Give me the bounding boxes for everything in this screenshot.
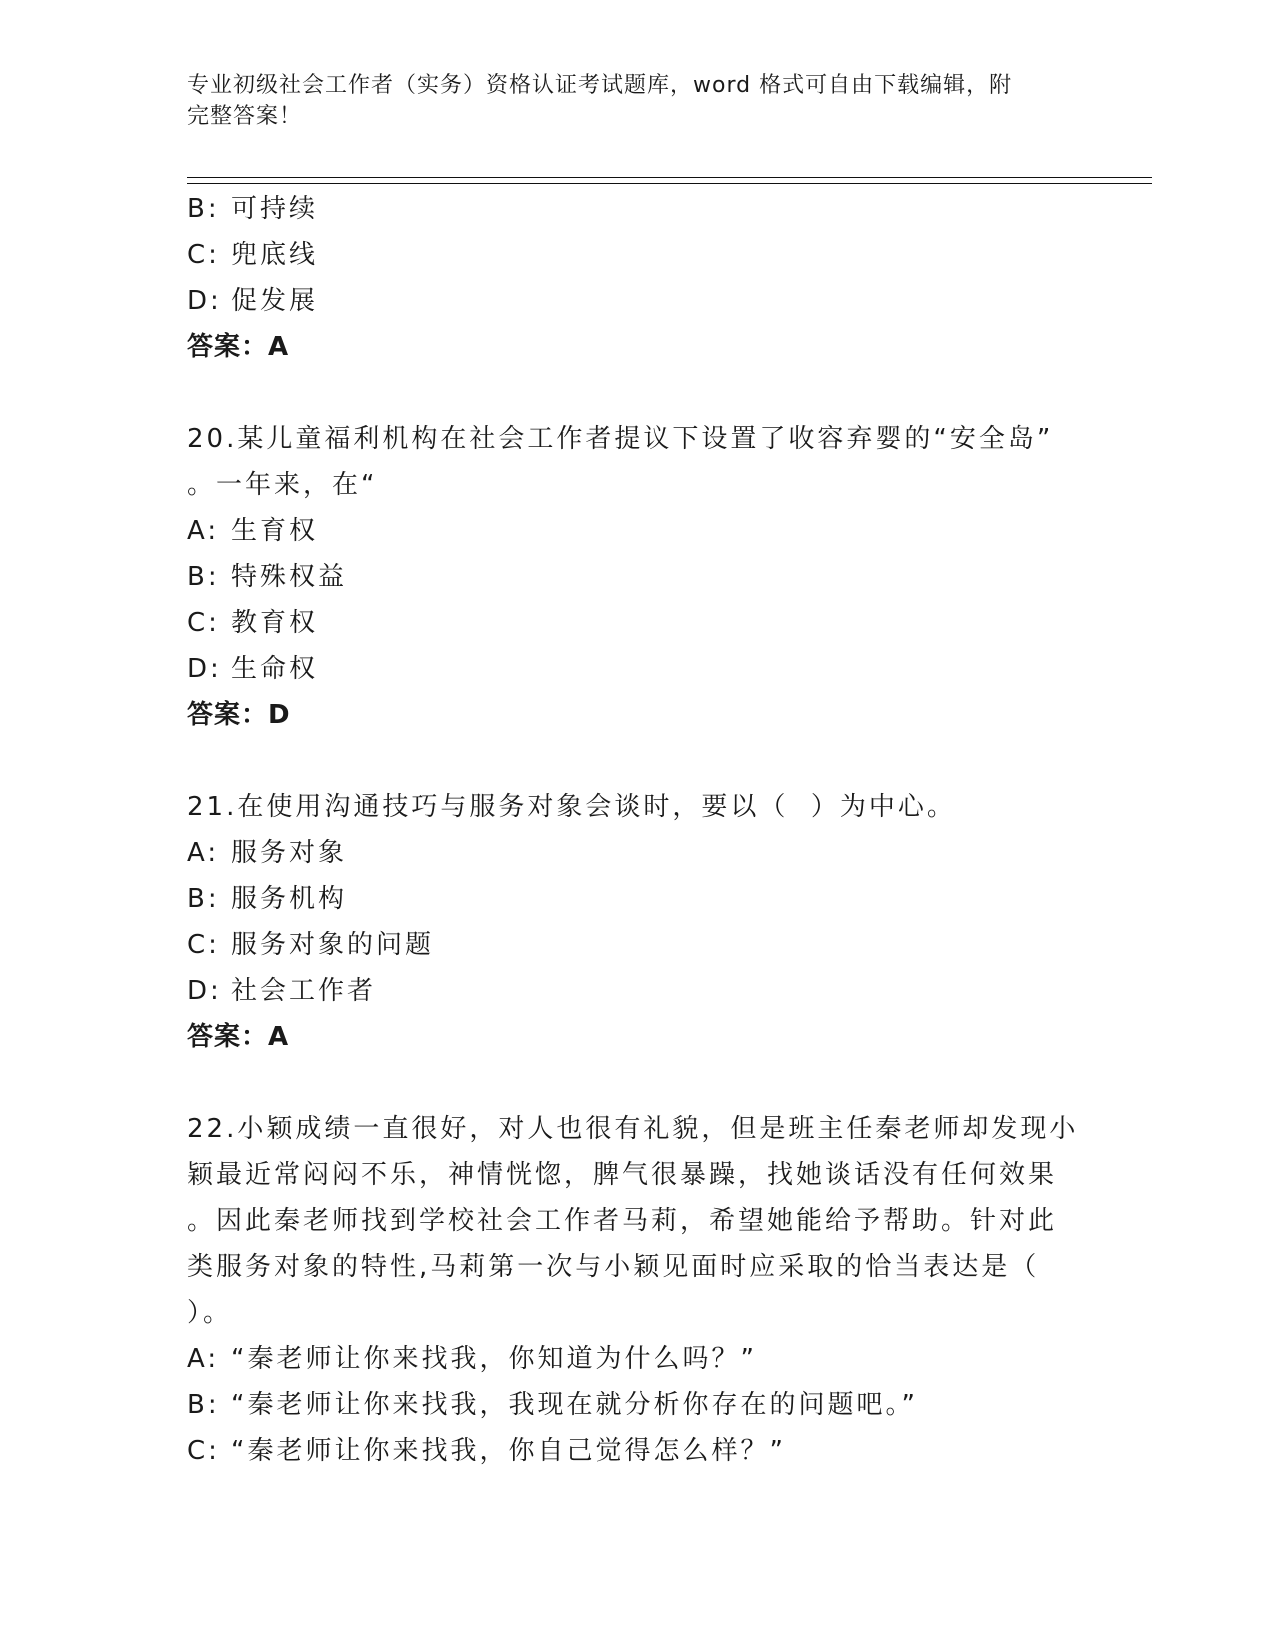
question-22 bbox=[187, 1106, 1087, 1474]
option-item: B: 可持续 bbox=[187, 194, 319, 224]
question-text-line: 类服务对象的特性,马莉第一次与小颖见面时应采取的恰当表达是（ bbox=[187, 1252, 1040, 1282]
option-item: C: 服务对象的问题 bbox=[187, 930, 435, 960]
option-item: C: “秦老师让你来找我，你自己觉得怎么样？” bbox=[187, 1436, 786, 1466]
header-divider bbox=[187, 177, 1152, 184]
header-text-line-1: 专业初级社会工作者（实务）资格认证考试题库，word 格式可自由下载编辑，附 bbox=[187, 73, 1013, 98]
option-item: A: “秦老师让你来找我，你知道为什么吗？” bbox=[187, 1344, 757, 1374]
question-text-line: 。因此秦老师找到学校社会工作者马莉，希望她能给予帮助。针对此 bbox=[187, 1206, 1058, 1236]
option-item: B: 服务机构 bbox=[187, 884, 348, 914]
question-text-line: 21.在使用沟通技巧与服务对象会谈时，要以（ ）为中心。 bbox=[187, 792, 956, 822]
question-content bbox=[187, 186, 1087, 1474]
question-text-line: 22.小颖成绩一直很好，对人也很有礼貌，但是班主任秦老师却发现小 bbox=[187, 1114, 1079, 1144]
question-21 bbox=[187, 784, 1087, 1060]
previous-question-block bbox=[187, 186, 1087, 370]
option-item: C: 兜底线 bbox=[187, 240, 319, 270]
option-item: D: 促发展 bbox=[187, 286, 319, 316]
option-item: D: 生命权 bbox=[187, 654, 319, 684]
question-20 bbox=[187, 416, 1087, 738]
option-item: B: “秦老师让你来找我，我现在就分析你存在的问题吧。” bbox=[187, 1390, 918, 1420]
page-header bbox=[187, 70, 1067, 132]
answer-line: 答案：A bbox=[187, 1022, 290, 1052]
header-text-line-2: 完整答案！ bbox=[187, 104, 303, 129]
question-text-line: ）。 bbox=[187, 1298, 233, 1328]
option-item: A: 服务对象 bbox=[187, 838, 348, 868]
option-item: A: 生育权 bbox=[187, 516, 319, 546]
option-item: D: 社会工作者 bbox=[187, 976, 377, 1006]
question-text-line: 颖最近常闷闷不乐，神情恍惚，脾气很暴躁，找她谈话没有任何效果 bbox=[187, 1160, 1058, 1190]
option-item: B: 特殊权益 bbox=[187, 562, 348, 592]
question-text-line: 20.某儿童福利机构在社会工作者提议下设置了收容弃婴的“安全岛” bbox=[187, 424, 1054, 454]
answer-line: 答案：A bbox=[187, 332, 290, 362]
option-item: C: 教育权 bbox=[187, 608, 319, 638]
answer-line: 答案：D bbox=[187, 700, 291, 730]
question-text-line: 。一年来，在“ bbox=[187, 470, 378, 500]
